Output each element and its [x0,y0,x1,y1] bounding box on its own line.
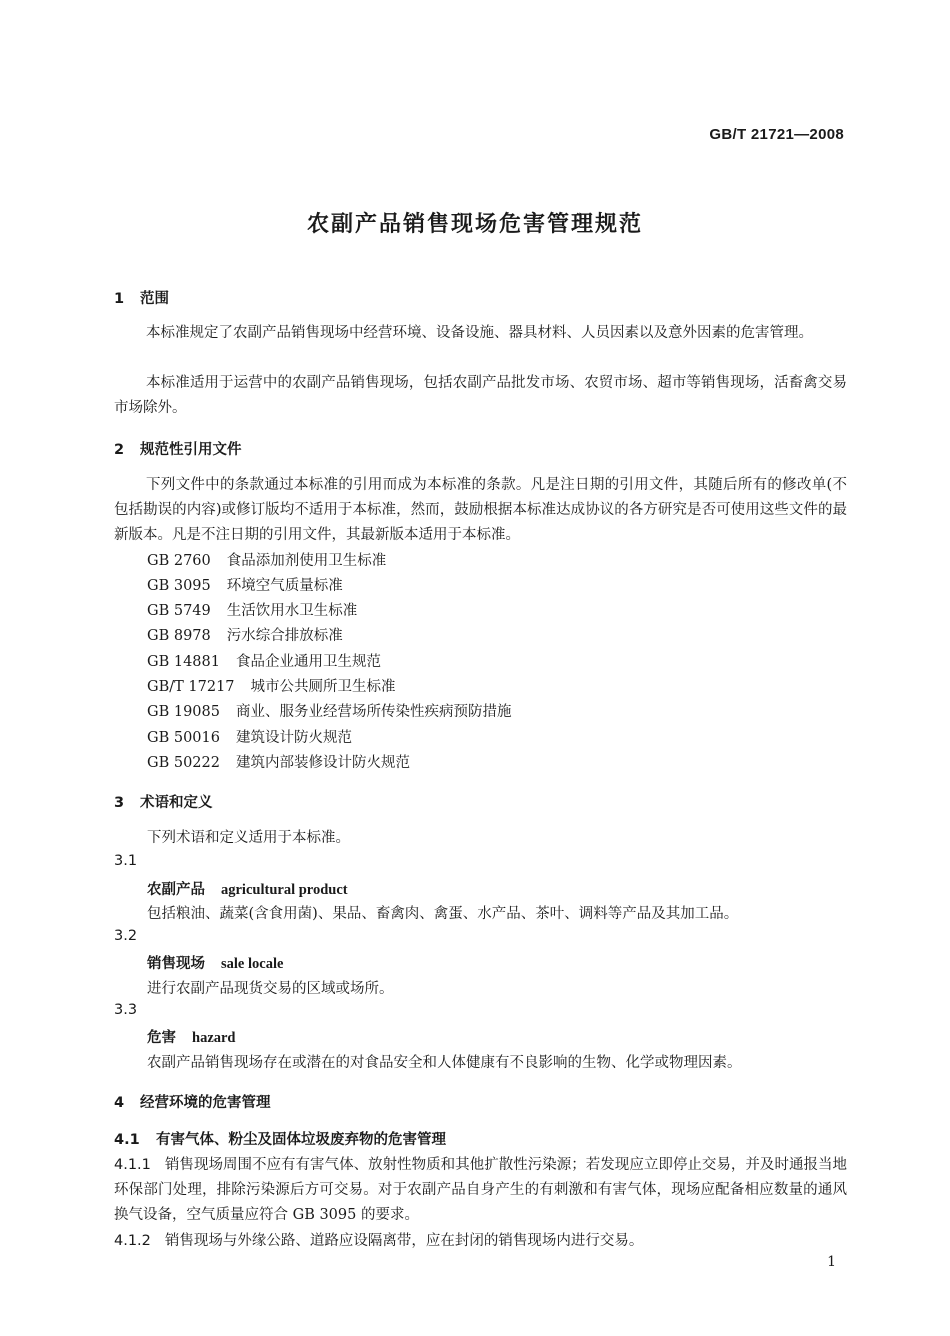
section-number: 4 [114,1095,125,1111]
reference-name: 建筑设计防火规范 [235,730,352,746]
section-1-heading [114,287,169,308]
section-4-heading [114,1091,271,1112]
term-definition: 农副产品销售现场存在或潜在的对食品安全和人体健康有不良影响的生物、化学或物理因素。 [147,1055,742,1071]
reference-name: 商业、服务业经营场所传染性疾病预防措施 [235,704,512,720]
reference-name: 生活饮用水卫生标准 [226,603,358,619]
standard-code-header: GB/T 21721—2008 [709,126,844,143]
term-heading [147,1026,236,1047]
paragraph: 本标准适用于运营中的农副产品销售现场，包括农副产品批发市场、农贸市场、超市等销售现场，活畜禽交易市场除外。 [114,375,847,416]
subsection-title: 有害气体、粉尘及固体垃圾废弃物的危害管理 [156,1132,446,1148]
section-title: 经营环境的危害管理 [140,1095,271,1111]
term-definition: 进行农副产品现货交易的区域或场所。 [147,981,394,997]
section-number: 3 [114,795,125,811]
clause-text: 销售现场周围不应有有害气体、放射性物质和其他扩散性污染源；若发现应立即停止交易，并及时通报当地环保部门处理，排除污染源后方可交易。对于农副产品自身产生的有刺激和有害气体，现场应配备相应数量的通风换气设备，空气质量应符合 GB 3095 的要求。 [114,1157,847,1223]
term-number: 3.2 [114,928,138,944]
reference-name: 建筑内部装修设计防火规范 [235,755,410,771]
reference-item [147,700,511,721]
reference-item [147,675,396,696]
reference-item [147,650,381,671]
reference-code: GB 50222 [147,755,220,771]
term-en: sale locale [221,956,284,972]
section-2-heading [114,438,242,459]
section-title: 术语和定义 [140,795,213,811]
term-number: 3.3 [114,1002,138,1018]
page-number: 1 [827,1254,836,1270]
term-number: 3.1 [114,853,138,869]
section-title: 范围 [140,291,169,307]
reference-item [147,599,357,620]
section-3-heading [114,791,213,812]
reference-code: GB 5749 [147,603,211,619]
reference-name: 环境空气质量标准 [226,578,343,594]
page-title: 农副产品销售现场危害管理规范 [306,212,643,237]
reference-code: GB 8978 [147,628,211,644]
term-zh: 农副产品 [147,882,205,898]
reference-code: GB 3095 [147,578,211,594]
paragraph: 下列术语和定义适用于本标准。 [147,830,350,846]
term-en: agricultural product [221,882,348,898]
term-en: hazard [192,1030,236,1046]
term-definition: 包括粮油、蔬菜(含食用菌)、果品、畜禽肉、禽蛋、水产品、茶叶、调料等产品及其加工品。 [147,906,739,922]
reference-item [147,549,386,570]
reference-item [147,751,410,772]
reference-item [147,574,343,595]
clause-number: 4.1.2 [114,1233,151,1249]
reference-code: GB/T 17217 [147,679,235,695]
term-heading [147,878,348,899]
paragraph: 下列文件中的条款通过本标准的引用而成为本标准的条款。凡是注日期的引用文件，其随后所有的修改单(不包括勘误的内容)或修订版均不适用于本标准，然而，鼓励根据本标准达成协议的各方研究是否可使用这些文件的最新版本。凡是不注日期的引用文件，其最新版本适用于本标准。 [114,477,847,543]
reference-name: 食品添加剂使用卫生标准 [226,553,387,569]
clause-4-1-1 [114,1153,847,1228]
reference-name: 污水综合排放标准 [226,628,343,644]
clause-text: 销售现场与外缘公路、道路应设隔离带，应在封闭的销售现场内进行交易。 [164,1233,644,1249]
subsection-number: 4.1 [114,1132,140,1148]
section-number: 1 [114,291,125,307]
clause-4-1-2 [114,1229,847,1254]
section-number: 2 [114,442,125,458]
reference-item [147,624,343,645]
reference-code: GB 19085 [147,704,220,720]
clause-number: 4.1.1 [114,1157,151,1173]
reference-name: 食品企业通用卫生规范 [235,654,381,670]
paragraph: 本标准规定了农副产品销售现场中经营环境、设备设施、器具材料、人员因素以及意外因素的危害管理。 [146,325,813,341]
section-title: 规范性引用文件 [140,442,242,458]
subsection-heading [114,1128,446,1149]
term-zh: 危害 [147,1030,176,1046]
reference-item [147,726,352,747]
reference-code: GB 2760 [147,553,211,569]
term-zh: 销售现场 [147,956,205,972]
reference-code: GB 14881 [147,654,220,670]
reference-name: 城市公共厕所卫生标准 [250,679,396,695]
reference-code: GB 50016 [147,730,220,746]
term-heading [147,952,283,973]
